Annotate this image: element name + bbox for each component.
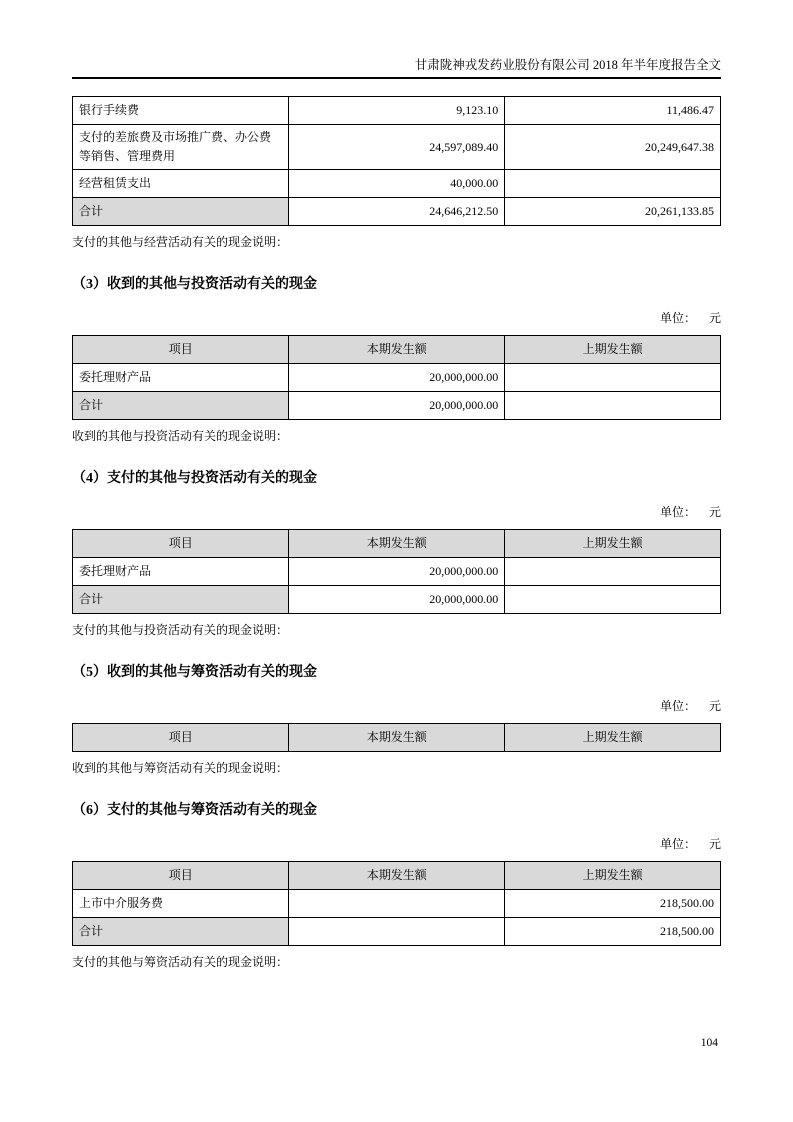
prior-amount-cell [505, 364, 721, 392]
column-header-prior: 上期发生额 [505, 724, 721, 752]
current-amount-cell [289, 918, 505, 946]
table-header-row [73, 530, 721, 558]
prior-amount-cell: 20,249,647.38 [505, 125, 721, 170]
unit-label: 单位： [659, 505, 696, 519]
section-heading-3: （3）收到的其他与投资活动有关的现金 [72, 277, 317, 292]
prior-amount-cell [505, 558, 721, 586]
section-heading-4: （4）支付的其他与投资活动有关的现金 [72, 471, 317, 486]
prior-amount-cell [505, 392, 721, 420]
item-cell: 委托理财产品 [73, 558, 289, 586]
current-amount-cell: 24,646,212.50 [289, 198, 505, 226]
total-label-cell: 合计 [73, 198, 289, 226]
current-amount-cell: 24,597,089.40 [289, 125, 505, 170]
total-row [73, 198, 721, 226]
total-label-cell: 合计 [73, 586, 289, 614]
table-header-row [73, 862, 721, 890]
table-header-row [73, 336, 721, 364]
prior-amount-cell [505, 170, 721, 198]
table-row [73, 890, 721, 918]
prior-amount-cell: 218,500.00 [505, 890, 721, 918]
total-row [73, 586, 721, 614]
total-row [73, 392, 721, 420]
unit-value: 元 [708, 311, 721, 325]
section-4-note: 支付的其他与投资活动有关的现金说明： [72, 623, 289, 637]
running-header [72, 0, 721, 73]
current-amount-cell: 9,123.10 [289, 97, 505, 125]
section-3-note: 收到的其他与投资活动有关的现金说明： [72, 429, 289, 443]
unit-value: 元 [708, 699, 721, 713]
current-amount-cell [289, 890, 505, 918]
header-rule [72, 77, 721, 79]
prior-amount-cell: 218,500.00 [505, 918, 721, 946]
item-cell: 银行手续费 [73, 97, 289, 125]
unit-value: 元 [708, 837, 721, 851]
table-row [73, 125, 721, 170]
section-3-table [72, 335, 721, 420]
unit-value: 元 [708, 505, 721, 519]
table-header-row [73, 724, 721, 752]
item-cell: 上市中介服务费 [73, 890, 289, 918]
prior-amount-cell: 11,486.47 [505, 97, 721, 125]
column-header-item: 项目 [73, 530, 289, 558]
column-header-prior: 上期发生额 [505, 336, 721, 364]
column-header-prior: 上期发生额 [505, 862, 721, 890]
unit-line [72, 505, 721, 520]
operating-cash-note: 支付的其他与经营活动有关的现金说明： [72, 235, 289, 249]
column-header-current: 本期发生额 [289, 336, 505, 364]
running-header-title: 甘肃陇神戎发药业股份有限公司 2018 年半年度报告全文 [414, 58, 721, 72]
section-5-table [72, 723, 721, 752]
current-amount-cell: 20,000,000.00 [289, 558, 505, 586]
section-6-note: 支付的其他与筹资活动有关的现金说明： [72, 955, 289, 969]
section-4-table [72, 529, 721, 614]
unit-line [72, 837, 721, 852]
item-cell: 支付的差旅费及市场推广费、办公费等销售、管理费用 [73, 125, 289, 170]
operating-cash-table [72, 96, 721, 226]
table-row [73, 558, 721, 586]
table-row [73, 170, 721, 198]
table-row [73, 97, 721, 125]
total-label-cell: 合计 [73, 918, 289, 946]
table-row [73, 364, 721, 392]
section-6-table [72, 861, 721, 946]
column-header-item: 项目 [73, 862, 289, 890]
unit-line [72, 699, 721, 714]
current-amount-cell: 40,000.00 [289, 170, 505, 198]
item-cell: 委托理财产品 [73, 364, 289, 392]
item-cell: 经营租赁支出 [73, 170, 289, 198]
section-heading-6: （6）支付的其他与筹资活动有关的现金 [72, 803, 317, 818]
total-row [73, 918, 721, 946]
section-5-note: 收到的其他与筹资活动有关的现金说明： [72, 761, 289, 775]
column-header-item: 项目 [73, 336, 289, 364]
unit-label: 单位： [659, 311, 696, 325]
page-content [72, 0, 721, 970]
current-amount-cell: 20,000,000.00 [289, 586, 505, 614]
unit-label: 单位： [659, 837, 696, 851]
column-header-prior: 上期发生额 [505, 530, 721, 558]
column-header-item: 项目 [73, 724, 289, 752]
prior-amount-cell [505, 586, 721, 614]
current-amount-cell: 20,000,000.00 [289, 364, 505, 392]
column-header-current: 本期发生额 [289, 724, 505, 752]
prior-amount-cell: 20,261,133.85 [505, 198, 721, 226]
page-number: 104 [700, 1037, 718, 1049]
unit-line [72, 311, 721, 326]
current-amount-cell: 20,000,000.00 [289, 392, 505, 420]
column-header-current: 本期发生额 [289, 862, 505, 890]
column-header-current: 本期发生额 [289, 530, 505, 558]
total-label-cell: 合计 [73, 392, 289, 420]
unit-label: 单位： [659, 699, 696, 713]
section-heading-5: （5）收到的其他与筹资活动有关的现金 [72, 665, 317, 680]
